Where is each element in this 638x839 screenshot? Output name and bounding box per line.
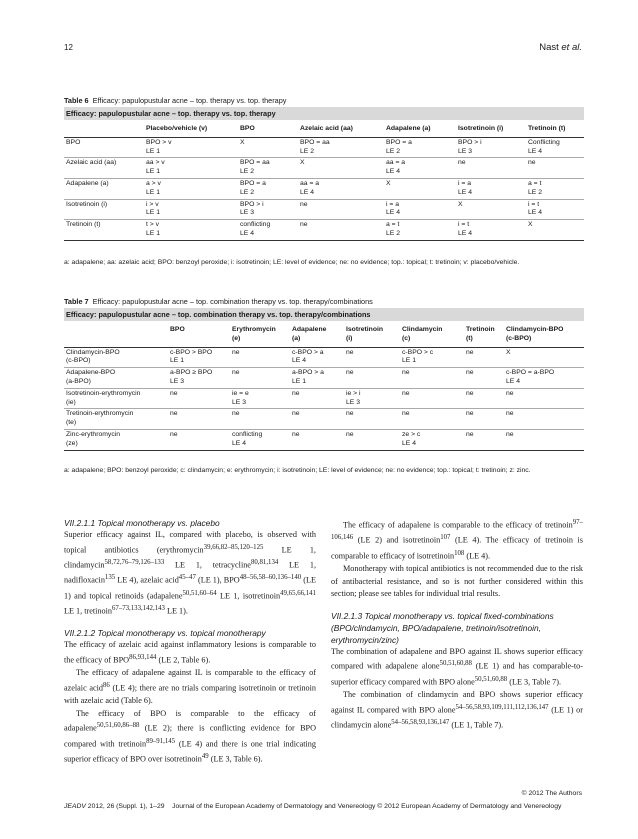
table-cell: i = t LE 4 xyxy=(528,200,542,217)
table-cell: ne xyxy=(466,410,474,418)
table-cell: ne xyxy=(466,348,474,356)
table-cell: ne xyxy=(506,410,514,418)
table-cell: c-BPO > c LE 1 xyxy=(402,348,434,365)
table-row xyxy=(64,388,584,409)
table-row xyxy=(64,220,584,241)
table-cell: ne xyxy=(232,369,240,377)
table-cell: X xyxy=(240,138,245,146)
body-column-right xyxy=(331,517,583,732)
table6-caption xyxy=(64,96,286,105)
table-cell: X xyxy=(386,179,391,187)
paragraph-monotherapy-vs-placebo: Superior efficacy against IL, compared with placebo, is observed with topical antibiotics (erythromycin$^{39,66,82-85,120-125}$ LE 1, clindamycin$^{58,72,76-79,126-133}$ LE 1, tetracycline$^{80,81,134}$ LE 1, nadifloxacin$^{135}$ LE 4), azelaic acid$^{45-47}$ (LE 1), BPO$^{48-56,58-60,136-140}$ (LE 1) and topical retinoids (adapalene$^{50,51,60-64}$ LE 1, isotretinoin$^{49,65,66,141}$ LE 1, tretinoin$^{67-73,133,142,143}$ LE 1). xyxy=(64,530,316,616)
column-header: Clindamycin (c) xyxy=(402,326,443,342)
table-cell: a-BPO > a LE 1 xyxy=(292,369,324,385)
column-header: Isotretinoin (i) xyxy=(458,125,504,132)
table6-footnote: a: adapalene; aa: azelaic acid; BPO: benzoyl peroxide; i: isotretinoin; LE: level of evidence; ne: no evidence; top.: topical; t: tretinoin; v: placebo/vehicle. xyxy=(64,259,520,266)
table-cell: ne xyxy=(466,389,474,397)
column-header: Tretinoin (t) xyxy=(528,125,566,132)
table-cell: ne xyxy=(346,369,354,377)
table-cell: ne xyxy=(346,430,354,438)
paragraph-adapalene-vs-tretinoin: The efficacy of adapalene is comparable to the efficacy of tretinoin$^{97-106,146}$ (LE 2) and isotretinoin$^{107}$ (LE 4). The efficacy of tretinoin is comparable to efficacy of isotretinoin$^{108}$ (LE 4). xyxy=(331,519,583,561)
table-row xyxy=(64,409,584,430)
author-name: Nast xyxy=(539,42,559,53)
table-cell: ne xyxy=(402,410,410,418)
column-header: Erythromycin (e) xyxy=(232,326,276,342)
table7 xyxy=(64,324,584,451)
table-row xyxy=(64,158,584,179)
row-label: Tretinoin (t) xyxy=(66,221,101,229)
table-cell: ne xyxy=(300,200,308,208)
section-heading-7-2-1-1: VII.2.1.1 Topical monotherapy vs. placebo xyxy=(64,518,220,528)
table-cell: X xyxy=(300,159,305,167)
table6-header-row xyxy=(64,123,584,137)
column-header: BPO xyxy=(240,125,255,132)
row-label: Zinc-erythromycin (ze) xyxy=(66,430,121,447)
table-row xyxy=(64,347,584,368)
table-cell: X xyxy=(528,221,533,229)
table-cell: BPO > i LE 3 xyxy=(240,200,264,217)
table-cell: a > v LE 1 xyxy=(146,179,161,196)
table-cell: i = a LE 4 xyxy=(458,179,472,196)
table7-subheader: Efficacy: papulopustular acne – top. combination therapy vs. top. therapy/combinations xyxy=(64,308,584,321)
column-header xyxy=(64,324,168,347)
running-head-authors xyxy=(539,42,582,53)
table-cell: ne xyxy=(528,159,536,167)
column-header: Azelaic acid (aa) xyxy=(300,125,353,132)
table-cell: BPO = a LE 2 xyxy=(240,179,266,196)
table-row xyxy=(64,199,584,220)
table-cell: i = a LE 4 xyxy=(386,200,400,217)
table-cell: t > v LE 1 xyxy=(146,221,160,237)
table6-subheader: Efficacy: papulopustular acne – top. therapy vs. top. therapy xyxy=(64,107,584,120)
table6-title: Efficacy: papulopustular acne – top. therapy vs. top. therapy xyxy=(92,96,287,105)
table-row xyxy=(64,178,584,199)
table-cell: a-BPO ≥ BPO LE 3 xyxy=(170,369,213,385)
table-cell: ne xyxy=(292,430,300,438)
column-header: BPO xyxy=(170,326,185,333)
journal-full-name: Journal of the European Academy of Dermatology and Venereology © 2012 European Academy of Dermatology and Venereology xyxy=(172,803,562,810)
body-column-left xyxy=(64,517,316,766)
table-cell: c-BPO = a-BPO LE 4 xyxy=(506,369,555,385)
author-suffix: et al. xyxy=(561,42,582,53)
table-cell: a = t LE 2 xyxy=(528,179,542,196)
table-cell: a = t LE 2 xyxy=(386,221,400,237)
table-cell: ne xyxy=(458,159,466,167)
column-header: Adapalene (a) xyxy=(292,326,327,342)
table-cell: i = t LE 4 xyxy=(458,221,472,237)
table-cell: BPO > v LE 1 xyxy=(146,138,172,155)
column-header: Isotretinoin (i) xyxy=(346,326,384,342)
paragraph-antibiotic-monotherapy: Monotherapy with topical antibiotics is not recommended due to the risk of antibacterial resistance, and so is not further considered within this section; please see tables for individual trial results. xyxy=(331,563,583,599)
table-cell: conflicting LE 4 xyxy=(240,221,271,237)
table-cell: c-BPO > a LE 4 xyxy=(292,348,324,365)
table-cell: ne xyxy=(346,410,354,418)
table-cell: c-BPO > BPO LE 1 xyxy=(170,348,213,365)
table-cell: conflicting LE 4 xyxy=(232,430,263,447)
table-cell: aa = a LE 4 xyxy=(300,179,320,196)
column-header: Clindamycin-BPO (c-BPO) xyxy=(506,326,564,342)
table-cell: ne xyxy=(232,410,240,418)
table-cell: ne xyxy=(232,348,240,356)
table-cell: aa > v LE 1 xyxy=(146,159,165,176)
table7-title: Efficacy: papulopustular acne – top. combination therapy vs. top. therapy/combinations xyxy=(92,297,373,306)
paragraph-azelaic-vs-bpo: The efficacy of azelaic acid against inflammatory lesions is comparable to the efficacy of BPO$^{86,93,144}$ (LE 2, Table 6). xyxy=(64,640,316,665)
row-label: Azelaic acid (aa) xyxy=(66,159,117,167)
table-row xyxy=(64,429,584,450)
page-number: 12 xyxy=(64,43,73,52)
table-cell: ie = e LE 3 xyxy=(232,389,249,406)
paragraph-clindamycin-bpo-combination: The combination of clindamycin and BPO shows superior efficacy against IL compared with BPO alone$^{54-56,58,93,109,111,112,136,147}$ (LE 1) or clindamycin alone$^{54-56,58,93,136,147}$ (LE 1, Table 7). xyxy=(331,690,583,730)
table7-caption xyxy=(64,297,373,306)
table-cell: ne xyxy=(170,430,178,438)
row-label: Isotretinoin (i) xyxy=(66,200,108,208)
column-header: Adapalene (a) xyxy=(386,125,431,132)
table-cell: ze > c LE 4 xyxy=(402,430,421,447)
table-cell: BPO = a LE 2 xyxy=(386,138,412,155)
table-row xyxy=(64,368,584,389)
table6 xyxy=(64,123,584,241)
journal-footer xyxy=(64,803,584,810)
table-cell: ie > i LE 3 xyxy=(346,389,361,406)
row-label: BPO xyxy=(66,138,81,146)
row-label: Adapalene (a) xyxy=(66,179,109,187)
journal-abbrev: JEADV xyxy=(64,803,86,810)
row-label: Adapalene-BPO (a-BPO) xyxy=(66,369,116,385)
column-header: Tretinoin (t) xyxy=(466,326,495,342)
table-cell: ne xyxy=(300,221,308,229)
table-cell: BPO = aa LE 2 xyxy=(240,159,270,176)
table-cell: ne xyxy=(466,430,474,438)
journal-citation: 2012, 26 (Suppl. 1), 1–29 xyxy=(85,803,165,810)
table6-label: Table 6 xyxy=(64,96,89,105)
column-header xyxy=(64,123,144,137)
table-cell: BPO > i LE 3 xyxy=(458,138,482,155)
table-cell: ne xyxy=(170,410,178,418)
table-cell: X xyxy=(458,200,463,208)
paragraph-adapalene-vs-azelaic: The efficacy of adapalene against IL is comparable to the efficacy of azelaic acid$^{86}$ (LE 4); there are no trials comparing isotretinoin or tretinoin with azelaic acid (Table 6). xyxy=(64,668,317,706)
table-cell: ne xyxy=(346,348,354,356)
table-cell: X xyxy=(506,348,511,356)
table-cell: ne xyxy=(170,389,178,397)
column-header: Placebo/vehicle (v) xyxy=(146,125,208,132)
table-cell: ne xyxy=(292,389,300,397)
table-cell: Conflicting LE 4 xyxy=(528,138,560,155)
table-cell: aa = a LE 4 xyxy=(386,159,406,176)
section-heading-7-2-1-3: VII.2.1.3 Topical monotherapy vs. topical fixed-combinations (BPO/clindamycin, BPO/adapalene, tretinoin/isotretinoin, erythromycin/zinc) xyxy=(331,610,554,645)
table7-footnote: a: adapalene; BPO: benzoyl peroxide; c: clindamycin; e: erythromycin; i: isotretinoin; LE: level of evidence; ne: no evidence; top.: topical; t: tretinoin; z: zinc. xyxy=(64,467,531,474)
table-cell: ne xyxy=(506,389,514,397)
paragraph-adapalene-bpo-combination: The combination of adapalene and BPO against IL shows superior efficacy compared with adapalene alone$^{50,51,60,88}$ (LE 1) and has comparable-to-superior efficacy compared with BPO alone$^{50,51,60,88}$ (LE 3, Table 7). xyxy=(331,646,583,687)
row-label: Clindamycin-BPO (c-BPO) xyxy=(66,348,120,365)
row-label: Tretinoin-erythromycin (te) xyxy=(66,410,134,427)
table-cell: ne xyxy=(402,369,410,377)
table7-header-row xyxy=(64,324,584,347)
table-cell: ne xyxy=(292,410,300,418)
table-cell: ne xyxy=(402,389,410,397)
table-cell: BPO = aa LE 2 xyxy=(300,138,330,155)
row-label: Isotretinoin-erythromycin (ie) xyxy=(66,389,141,406)
section-heading-7-2-1-2: VII.2.1.2 Topical monotherapy vs. topical monotherapy xyxy=(64,628,266,639)
table-cell: i > v LE 1 xyxy=(146,200,160,217)
copyright-line: © 2012 The Authors xyxy=(521,790,582,797)
table-row xyxy=(64,137,584,158)
table-cell: ne xyxy=(466,369,474,377)
table7-label: Table 7 xyxy=(64,297,89,306)
paragraph-bpo-vs-adapalene: The efficacy of BPO is comparable to the efficacy of adapalene$^{50,51,60,86-88}$ (LE 2); there is conflicting evidence for BPO compared with tretinoin$^{89-91,145}$ (LE 4) and there is one trial indicating superior efficacy of BPO over isotretinoin$^{49}$ (LE 3, Table 6). xyxy=(64,708,316,764)
table-cell: ne xyxy=(506,430,514,438)
